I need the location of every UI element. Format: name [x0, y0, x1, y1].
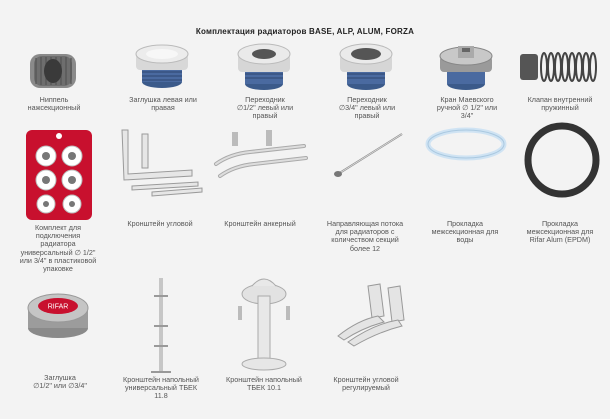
spring-valve-label: Клапан внутренний пружинный [527, 95, 593, 113]
item-mayevsky-valve [422, 40, 512, 124]
item-label [416, 220, 514, 245]
item-label [512, 220, 608, 245]
kit-label: Комплект для подключения радиатора универсальный ∅ 1/2" или 3/4" в пластиковой упаковке [19, 223, 97, 274]
plug-rifar-image [18, 284, 102, 344]
gasket-epdm-image [514, 124, 606, 204]
adapter-three-quarter-image [324, 40, 410, 96]
item-label [10, 96, 98, 112]
adjustable-bracket-label: Кронштейн угловой регулируемый [333, 375, 399, 393]
item-label [210, 220, 310, 228]
item-adapter-three-quarter [324, 40, 410, 124]
page-title: Комплектация радиаторов BASE, ALP, ALUM, FORZA [195, 27, 415, 36]
nipple-image [14, 46, 94, 98]
item-floor-bracket-tbek [214, 276, 314, 406]
item-label [12, 374, 108, 390]
adapter-half-label: Переходник ∅1/2" левый или правый [236, 95, 294, 121]
item-label [418, 96, 516, 121]
anchor-bracket-label: Кронштейн анкерный [224, 219, 296, 228]
item-nipple [14, 46, 94, 116]
nipple-label: Ниппель нажсекционный [27, 95, 81, 113]
item-adjustable-bracket [318, 276, 428, 406]
item-gasket-water [420, 124, 510, 254]
anchor-bracket-image [210, 124, 310, 204]
item-label [314, 376, 418, 392]
item-label [106, 376, 216, 401]
item-label [310, 220, 420, 253]
item-label [116, 96, 210, 112]
gasket-water-label: Прокладка межсекционная для воды [431, 219, 499, 245]
floor-bracket-tbek-label: Кронштейн напольный ТБЕК 10.1 [226, 375, 302, 393]
flow-guide-label: Направляющая потока для радиаторов с количеством секций более 12 [326, 219, 404, 253]
item-label [512, 96, 608, 112]
item-adapter-half [222, 40, 308, 124]
floor-bracket-universal-image [106, 276, 216, 376]
gasket-epdm-label: Прокладка межсекционная для Rifar Alum (EPDM) [526, 219, 594, 245]
flow-guide-image [310, 124, 420, 204]
valve-image [422, 40, 512, 96]
item-spring-valve [514, 40, 606, 124]
plug-label: Заглушка левая или правая [129, 95, 197, 113]
floor-bracket-tbek-image [214, 276, 314, 376]
floor-bracket-universal-label: Кронштейн напольный универсальный ТБЕК 11.8 [123, 375, 199, 401]
kit-image [4, 126, 112, 222]
item-flow-guide [310, 124, 420, 264]
item-connection-kit [4, 126, 112, 276]
item-plug-rifar [18, 284, 102, 394]
plug-rifar-label: Заглушка ∅1/2" или ∅3/4" [33, 373, 87, 391]
gasket-water-image [420, 124, 510, 204]
adjustable-bracket-image [318, 276, 428, 366]
adapter-half-image [222, 40, 308, 96]
item-anchor-bracket [210, 124, 310, 236]
item-label [218, 96, 312, 121]
plug-image [118, 40, 208, 96]
spring-image [514, 40, 606, 96]
item-label [110, 220, 210, 228]
item-label [208, 376, 320, 392]
item-gasket-epdm [514, 124, 606, 254]
valve-label: Кран Маевского ручной ∅ 1/2" или 3/4" [436, 95, 498, 121]
logo-text: RIFAR [47, 303, 69, 311]
item-label [320, 96, 414, 121]
adapter-three-quarter-label: Переходник ∅3/4" левый или правый [338, 95, 396, 121]
item-corner-bracket [112, 124, 208, 236]
corner-bracket-label: Кронштейн угловой [127, 219, 193, 228]
item-label [0, 224, 116, 273]
corner-bracket-image [112, 124, 208, 204]
item-floor-bracket-universal [106, 276, 216, 406]
item-plug [118, 40, 208, 120]
